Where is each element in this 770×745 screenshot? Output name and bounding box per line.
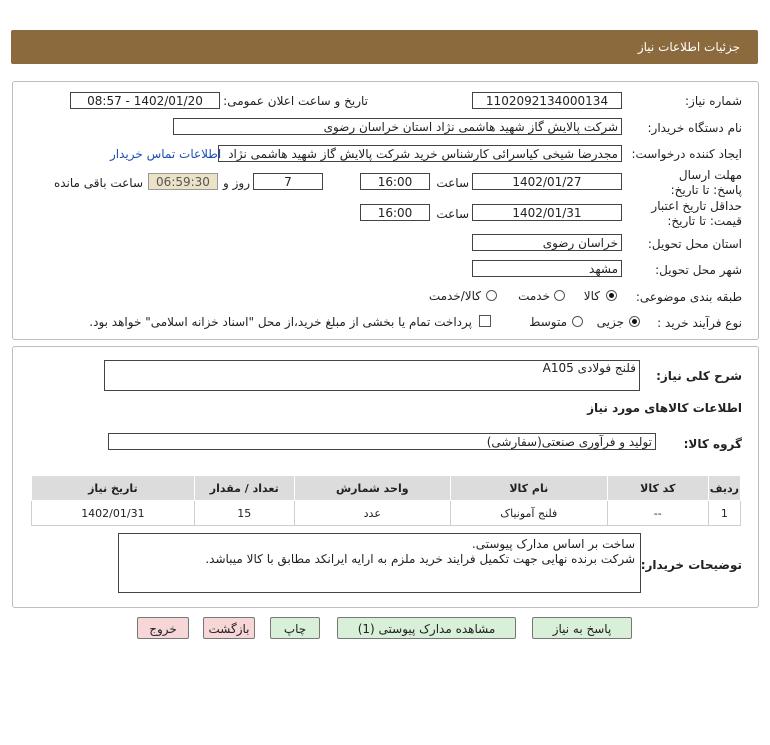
- category-goods-service-radio[interactable]: [486, 290, 497, 301]
- col-code: کد کالا: [607, 476, 708, 501]
- treasury-note: پرداخت تمام یا بخشی از مبلغ خرید،از محل "اسناد خزانه اسلامی" خواهد بود.: [89, 315, 472, 329]
- deadline-label: مهلت ارسال پاسخ: تا تاریخ:: [670, 168, 742, 197]
- buyer-notes-box: [118, 533, 641, 593]
- table-row: [32, 501, 741, 526]
- cell-row: 1: [708, 501, 740, 526]
- deadline-date-field: 1402/01/27: [472, 173, 622, 190]
- city-field: مشهد: [472, 260, 622, 277]
- group-label: گروه کالا:: [683, 437, 742, 451]
- days-label: روز و: [223, 176, 250, 190]
- attachments-button[interactable]: مشاهده مدارک پیوستی (1): [337, 617, 516, 639]
- buyer-org-field: شرکت پالایش گاز شهید هاشمی نژاد استان خراسان رضوی: [173, 118, 622, 135]
- col-unit: واحد شمارش: [294, 476, 450, 501]
- category-goods-radio[interactable]: [606, 290, 617, 301]
- cell-code: --: [607, 501, 708, 526]
- col-qty: تعداد / مقدار: [194, 476, 294, 501]
- category-goods-label: کالا: [583, 289, 600, 303]
- deadline-time-field: 16:00: [360, 173, 430, 190]
- category-service-label: خدمت: [518, 289, 550, 303]
- category-label: طبقه بندی موضوعی:: [635, 290, 742, 304]
- need-number-field: 1102092134000134: [472, 92, 622, 109]
- col-name: نام کالا: [450, 476, 607, 501]
- summary-field: فلنج فولادی A105: [104, 360, 640, 391]
- validity-time-field: 16:00: [360, 204, 430, 221]
- cell-unit: عدد: [294, 501, 450, 526]
- buyer-org-label: نام دستگاه خریدار:: [647, 121, 742, 135]
- remaining-label: ساعت باقی مانده: [53, 176, 143, 190]
- creator-field: مجدرضا شیخی کیاسرائی کارشناس خرید شرکت پالایش گاز شهید هاشمی نژاد: [218, 145, 622, 162]
- buyer-notes-line2: شرکت برنده نهایی جهت تکمیل فرایند خرید ملزم به ارایه ایرانکد مطابق با کالا میباشد.: [205, 552, 635, 566]
- page-title: جزئیات اطلاعات نیاز: [637, 40, 740, 54]
- buyer-notes-label: توضیحات خریدار:: [640, 558, 742, 572]
- process-medium-label: متوسط: [529, 315, 567, 329]
- process-label: نوع فرآیند خرید :: [657, 316, 742, 330]
- buyer-notes-line1: ساخت بر اساس مدارک پیوستی.: [471, 537, 635, 551]
- back-button[interactable]: بازگشت: [203, 617, 255, 639]
- buyer-contact-link[interactable]: اطلاعات تماس خریدار: [110, 147, 222, 161]
- province-label: استان محل تحویل:: [647, 237, 742, 251]
- cell-date: 1402/01/31: [32, 501, 195, 526]
- process-minor-radio[interactable]: [629, 316, 640, 327]
- city-label: شهر محل تحویل:: [655, 263, 742, 277]
- validity-label: حداقل تاریخ اعتبار قیمت: تا تاریخ:: [651, 199, 742, 228]
- summary-label: شرح کلی نیاز:: [656, 369, 742, 383]
- announce-field: 1402/01/20 - 08:57: [70, 92, 220, 109]
- category-service-radio[interactable]: [554, 290, 565, 301]
- province-field: خراسان رضوی: [472, 234, 622, 251]
- col-row: ردیف: [708, 476, 740, 501]
- treasury-checkbox[interactable]: [479, 315, 491, 327]
- exit-button[interactable]: خروج: [137, 617, 189, 639]
- group-field: تولید و فرآوری صنعتی(سفارشی): [108, 433, 656, 450]
- need-number-label: شماره نیاز:: [685, 94, 742, 108]
- category-goods-service-label: کالا/خدمت: [428, 289, 481, 303]
- items-table: [31, 475, 741, 526]
- validity-date-field: 1402/01/31: [472, 204, 622, 221]
- items-section-title: اطلاعات کالاهای مورد نیاز: [587, 401, 742, 415]
- remaining-time-field: 06:59:30: [148, 173, 218, 190]
- validity-time-label: ساعت: [436, 207, 469, 221]
- cell-name: فلنج آمونیاک: [450, 501, 607, 526]
- announce-label: تاریخ و ساعت اعلان عمومی:: [223, 94, 368, 108]
- process-medium-radio[interactable]: [572, 316, 583, 327]
- col-date: تاریخ نیاز: [32, 476, 195, 501]
- deadline-time-label: ساعت: [436, 176, 469, 190]
- reply-button[interactable]: پاسخ به نیاز: [532, 617, 632, 639]
- cell-qty: 15: [194, 501, 294, 526]
- table-header-row: [32, 476, 741, 501]
- page-header: [11, 30, 758, 64]
- creator-label: ایجاد کننده درخواست:: [631, 147, 742, 161]
- print-button[interactable]: چاپ: [270, 617, 320, 639]
- days-field: 7: [253, 173, 323, 190]
- process-minor-label: جزیی: [596, 315, 624, 329]
